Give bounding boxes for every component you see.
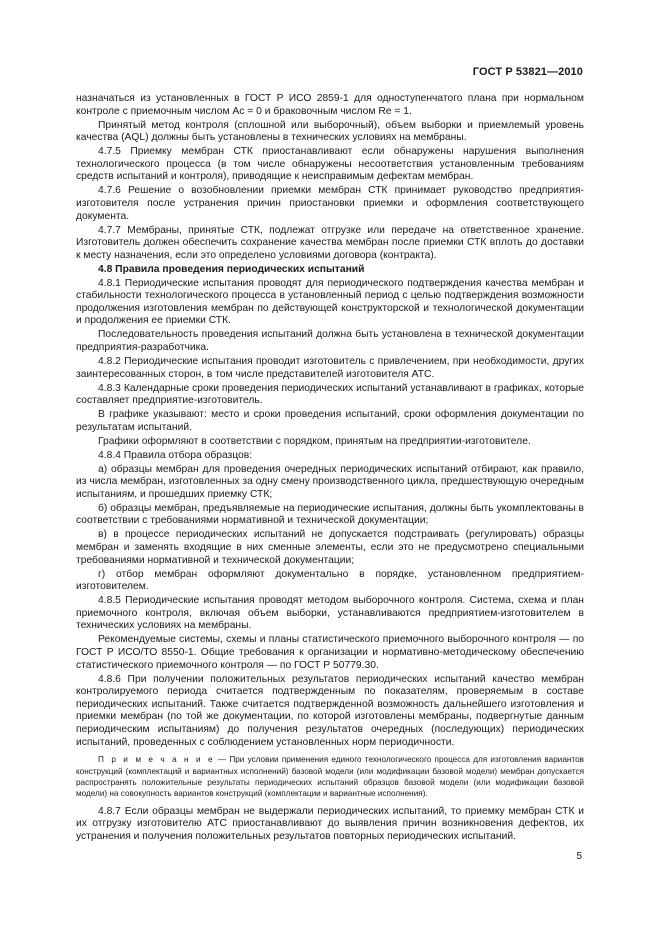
paragraph-4-8-2: 4.8.2 Периодические испытания проводит изготовитель с привлечением, при необходимости, других заинтересованных сторон, в том числе представителей изготовителя АТС.: [76, 356, 584, 380]
paragraph-4-7-6: 4.7.6 Решение о возобновлении приемки мембран СТК принимает руководство предприятия-изготовителя после устранения причин приостановки приемки и оформления соответствующего документа.: [76, 185, 584, 222]
section-heading-4-8: 4.8 Правила проведения периодических испытаний: [98, 263, 365, 275]
list-item-v: в) в процессе периодических испытаний не допускается подстраивать (регулировать) образцы мембран и заменять входящие в них сменные элементы, если это не предусмотрено специальными требованиями нормативной и технической документации;: [76, 529, 584, 566]
paragraph-4-7-5: 4.7.5 Приемку мембран СТК приостанавливают если обнаружены нарушения выполнения технологического процесса (в том числе обнаружены несоответствия установленным требованиям средств испытаний и контроля), приводящие к неисправимым дефектам мембран.: [76, 146, 584, 183]
list-item-a: а) образцы мембран для проведения очередных периодических испытаний отбирают, как правило, из числа мембран, изготовленных за одну смену производственного цикла, предшествующую очередным испытаниям, и прошедших приемку СТК;: [76, 463, 584, 500]
note-label: П р и м е ч а н и е: [98, 755, 215, 765]
document-header: ГОСТ Р 53821—2010: [472, 66, 583, 78]
paragraph-control-method: Принятый метод контроля (сплошной или выборочный), объем выборки и приемлемый уровень качества (AQL) должны быть установлены в технических условиях на мембраны.: [76, 119, 584, 144]
paragraph-schedule-format: Графики оформляют в соответствии с порядком, принятым на предприятии-изготовителе.: [98, 435, 531, 447]
paragraph-test-sequence: Последовательность проведения испытаний должна быть установлена в технической документации предприятия-разработчика.: [76, 329, 584, 354]
paragraph-4-7-7: 4.7.7 Мембраны, принятые СТК, подлежат отгрузке или передаче на ответственное хранение. Изготовитель должен обеспечить сохранение качества мембран после приемки СТК вплоть до доставки к месту назначения, если это определено условиями договора (контракта).: [76, 224, 584, 261]
page-body: [76, 93, 584, 845]
paragraph-4-8-5: 4.8.5 Периодические испытания проводят методом выборочного контроля. Система, схема и план приемочного контроля, включая объем выборки, устанавливаются предприятием-изготовителем в технических условиях на мембраны.: [76, 595, 584, 632]
note: [76, 754, 584, 800]
paragraph-recommended-systems: Рекомендуемые системы, схемы и планы статистического приемочного выборочного контроля — по ГОСТ Р ИСО/ТО 8550-1. Общие требования к организации и нормативно-методическому обеспечению статистического приемочного контроля — по ГОСТ Р 50779.30.: [76, 634, 584, 671]
paragraph-4-8-7: 4.8.7 Если образцы мембран не выдержали периодических испытаний, то приемку мембран СТК и их отгрузку изготовителю АТС приостанавливают до выявления причин возникновения дефектов, их устранения и получения положительных результатов повторных периодических испытаний.: [76, 805, 584, 842]
page-number: 5: [576, 851, 582, 862]
paragraph-schedule-contents: В графике указывают: место и сроки проведения испытаний, сроки оформления документации по результатам испытаний.: [76, 409, 584, 433]
paragraph-continuation: назначаться из установленных в ГОСТ Р ИСО 2859-1 для одноступенчатого плана при нормальном контроле с приемочным числом Ac = 0 и браковочным числом Re = 1.: [76, 93, 584, 117]
list-item-g: г) отбор мембран оформляют документально в порядке, установленном предприятием-изготовителем.: [76, 568, 584, 593]
list-item-b: б) образцы мембран, предъявляемые на периодические испытания, должны быть укомплектованы в соответствии с требованиями нормативной и технической документации;: [76, 502, 584, 527]
note-text: — При условии применения единого технологического процесса для изготовления вариантов конструкций (комплектаций и вариантных исполнений) базовой модели (или модификации базовой модели) мембран допускается распространять положительные результаты периодических испытаний образцов базовой модели (или модификации базовой модели) на совокупность вариантов конструкций (комплектации и вариантные исполнения).: [76, 755, 584, 799]
paragraph-4-8-6: 4.8.6 При получении положительных результатов периодических испытаний качество мембран контролируемого периода считается подтвержденным по показателям, проверяемым в составе периодических испытаний. Также считается подтвержденной возможность дальнейшего изготовления и приемки мембран (по той же документации, по которой изготовлены мембраны, подвергнутые данным периодическим испытаниям) до получения результатов очередных (последующих) периодических испытаний, проведенных с соблюдением установленных норм периодичности.: [76, 673, 584, 748]
paragraph-4-8-1: 4.8.1 Периодические испытания проводят для периодического подтверждения качества мембран и стабильности технологического процесса в установленный период с целью подтверждения возможности продолжения изготовления мембран по действующей конструкторской и технологической документации и продолжения ее приемки СТК.: [76, 277, 584, 327]
paragraph-4-8-3: 4.8.3 Календарные сроки проведения периодических испытаний устанавливают в графиках, которые составляет предприятие-изготовитель.: [76, 382, 584, 407]
paragraph-4-8-4: 4.8.4 Правила отбора образцов:: [98, 449, 253, 461]
